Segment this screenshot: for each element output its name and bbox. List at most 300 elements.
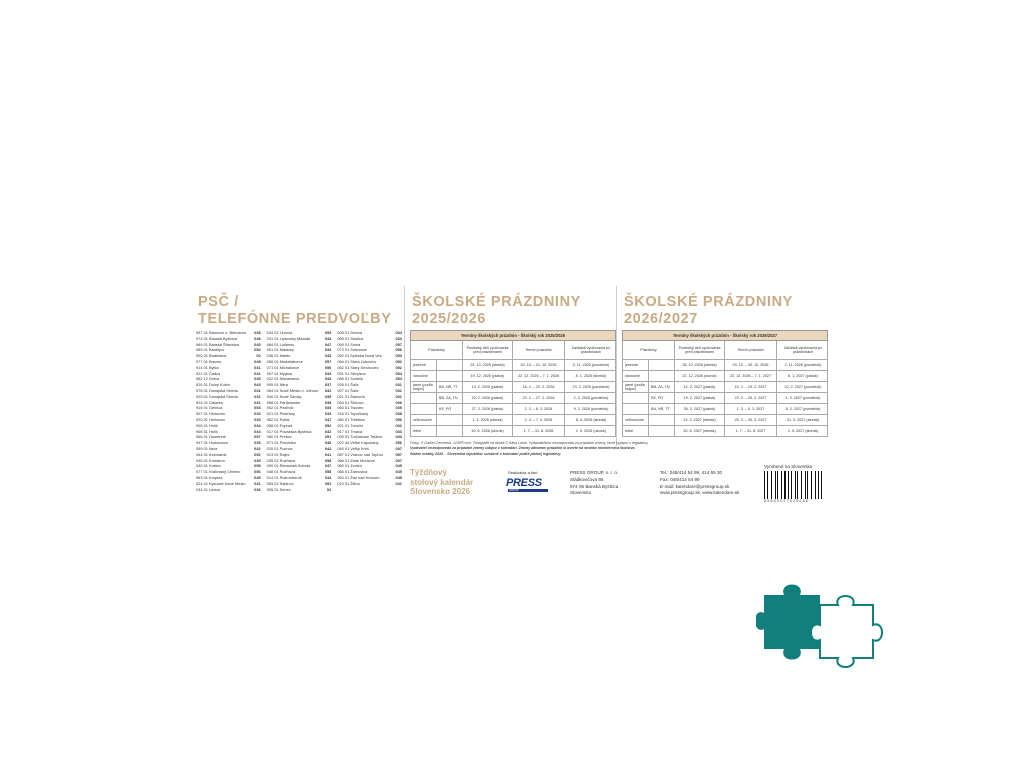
barcode-block [764, 464, 826, 506]
psc-column [267, 330, 332, 492]
table-cell: 30. 6. 2026 (utorok) [463, 426, 513, 436]
psc-town: 040 01 Košice [196, 463, 221, 469]
holidays-2025-title-line1: ŠKOLSKÉ PRÁZDNINY [412, 294, 581, 310]
psc-prefix: 044 [324, 335, 332, 341]
table-cell [649, 426, 675, 436]
table-cell: letné [411, 426, 437, 436]
table-cell: KE, PO [649, 393, 675, 403]
psc-town: 960 01 Zvolen [337, 463, 362, 469]
press-logo-text: PRESS [506, 477, 542, 489]
publisher-city: 974 05 Banská Bystrica [570, 483, 619, 489]
table-title: Termíny školských prázdnin - Školský rok 2026/2027 [622, 330, 828, 341]
barcode-bar [782, 471, 783, 499]
table-row [410, 426, 616, 437]
psc-prefix: 054 [395, 370, 402, 376]
table-cell: 22. 12. 2025 – 7. 1. 2026 [513, 371, 565, 381]
barcode-bar [799, 471, 801, 499]
footnote-line: Fotky: © Daniel Červenka, 123RF.com. Fotografie na titulke © Alina Lukin. Vydavateľstvo nezodpovedá za prípadné zmeny, ktoré vyplynú z legislatívy. [410, 441, 649, 445]
psc-row [337, 481, 402, 487]
holidays-2026-title-line2: 2026/2027 [624, 311, 698, 327]
table-cell: 1. 9. 2026 (utorok) [575, 429, 607, 433]
psc-town: 017 01 Považská Bystrica [266, 428, 312, 434]
psc-town: 929 01 Dunajská Streda [196, 393, 238, 399]
table-cell: 13. 2. 2026 (piatok) [463, 382, 513, 392]
table-cell: 16. 2. – 20. 2. 2026 [513, 382, 565, 392]
table-cell: 31. 3. 2027 (streda) [786, 418, 820, 422]
table-cell [649, 371, 675, 381]
publisher-email: E-mail: kalendare@pressgroup.sk [660, 483, 730, 489]
psc-town: 010 01 Žilina [337, 480, 360, 486]
psc-prefix: 056 [254, 469, 261, 475]
psc-prefix: 042 [254, 445, 261, 451]
psc-prefix: 035 [324, 393, 332, 399]
psc-town: 085 01 Bardejov [196, 347, 225, 353]
psc-column [337, 330, 402, 492]
psc-town: 080 01 Prešov [266, 434, 292, 440]
psc-town: 087 01 Vranov nad Topľou [337, 451, 383, 457]
table-cell: veľkonočné [411, 415, 437, 425]
barcode-bar [769, 471, 770, 499]
table-cell: BA, NR, TT [649, 404, 675, 414]
publisher-tel: Tel.: 048/414 54 99, 414 55 30 [660, 470, 723, 475]
psc-prefix: 034 [395, 335, 402, 341]
psc-town: 083 01 Sabinov [266, 480, 294, 486]
psc-town: 060 01 Tisovec [337, 405, 364, 411]
psc-town: 069 01 Skalica [337, 335, 363, 341]
psc-prefix: 045 [395, 463, 402, 469]
table-cell [437, 371, 463, 381]
psc-town: 905 01 Senica [337, 330, 363, 335]
table-cell: 26. 2. 2027 (piatok) [675, 404, 725, 414]
barcode-bar [772, 471, 774, 499]
psc-town: 073 01 Sobrance [337, 347, 367, 353]
psc-prefix: 034 [395, 330, 402, 335]
psc-town: 089 01 Svidník [337, 376, 364, 382]
psc-town: 062 01 Starý Smokovec [337, 364, 379, 370]
psc-prefix: 057 [395, 341, 402, 347]
table-cell: 1. 3. 2027 (pondelok) [785, 396, 821, 400]
table-cell: 22. 2. 2027 (pondelok) [784, 385, 822, 389]
table-cell [411, 393, 437, 403]
psc-prefix: 036 [395, 399, 402, 405]
table-row [622, 382, 828, 393]
table-cell: 20. 2. 2026 (piatok) [463, 393, 513, 403]
barcode-bar [784, 471, 786, 499]
psc-prefix: 056 [324, 364, 332, 370]
psc-town: 048 01 Rožňava [266, 469, 295, 475]
table-cell: 19. 2. 2027 (piatok) [675, 393, 725, 403]
barcode-bar [823, 471, 824, 499]
psc-prefix: 033 [254, 416, 261, 422]
table-cell [623, 404, 649, 414]
psc-town: 080 01 Trebišov [337, 416, 366, 422]
table-cell: 1. 4. 2026 (streda) [463, 415, 513, 425]
puzzle-pieces-icon [756, 575, 886, 673]
psc-prefix: 056 [395, 347, 402, 353]
psc-town: 022 01 Čadca [196, 370, 221, 376]
holidays-2026-title [624, 294, 793, 328]
psc-town: 907 01 Hlohovec [196, 411, 226, 417]
barcode-bar [791, 471, 792, 499]
psc-town: 920 01 Hlohovec [196, 416, 226, 422]
table-cell: 23. 2. 2026 (pondelok) [572, 385, 610, 389]
table-cell: KE, PO [437, 404, 463, 414]
psc-town: 077 01 Kráľovský Chlmec [196, 469, 241, 475]
table-header-cell: Prázdniny [411, 341, 463, 359]
psc-prefix: 035 [395, 405, 402, 411]
psc-prefix: 045 [395, 469, 402, 475]
table-cell: veľkonočné [623, 415, 649, 425]
table-cell: 8. 4. 2026 (streda) [575, 418, 607, 422]
table-cell [411, 404, 437, 414]
barcode-bar [807, 471, 808, 499]
table-header-cell: Začiatok vyučovania po prázdninách [783, 345, 823, 354]
psc-prefix: 047 [324, 416, 332, 422]
psc-prefix: 053 [395, 353, 402, 359]
psc-prefix: 045 [254, 341, 261, 347]
table-cell: 28. 10. 2026 (streda) [675, 360, 725, 370]
psc-prefix: 058 [324, 457, 332, 463]
psc-town: 065 01 Medzilaborce [266, 358, 303, 364]
table-row [410, 404, 616, 415]
psc-town: 908 51 Holíč [196, 428, 218, 434]
psc-prefix: 042 [324, 445, 332, 451]
product-name-line3: Slovensko 2026 [410, 487, 471, 496]
psc-prefix: 057 [254, 434, 261, 440]
table-header-row [410, 341, 616, 360]
table-title: Termíny školských prázdnin - Školský rok 2025/2026 [410, 330, 616, 341]
psc-town: 900 01 Bratislava [196, 353, 227, 359]
psc-town: 905 01 Holíč [196, 422, 218, 428]
psc-prefix: 035 [254, 440, 261, 446]
psc-prefix: 052 [395, 358, 402, 364]
psc-prefix: 031 [254, 399, 261, 405]
psc-town: 907 01 Myjava [266, 370, 292, 376]
psc-prefix: 034 [324, 347, 332, 353]
psc-town: 914 01 Bytča [196, 364, 219, 370]
psc-prefix: 042 [324, 428, 332, 434]
table-cell [649, 360, 675, 370]
publisher-street: Sládkovičova 86 [570, 476, 604, 482]
table-row [622, 404, 828, 415]
table-cell: 2. 4. – 7. 4. 2026 [513, 415, 565, 425]
divider [616, 286, 617, 446]
psc-prefix: 052 [254, 451, 261, 457]
psc-prefix: 02 [327, 486, 332, 492]
table-cell: 25. 3. – 30. 3. 2027 [725, 415, 777, 425]
psc-town: 905 01 Senec [266, 486, 291, 492]
psc-prefix: 02 [256, 353, 261, 359]
psc-town: 021 01 Šamorín [337, 393, 366, 399]
psc-prefix: 044 [324, 474, 332, 480]
psc-town: 940 01 Nové Zámky [266, 393, 302, 399]
psc-prefix: 033 [324, 405, 332, 411]
psc-prefix: 032 [324, 387, 332, 393]
calendar-back-page [196, 286, 828, 510]
psc-prefix: 031 [395, 382, 402, 388]
table-cell: 1. 9. 2027 (streda) [787, 429, 819, 433]
psc-prefix: 038 [324, 399, 332, 405]
psc-town: 958 01 Partizánske [266, 399, 300, 405]
puzzle-piece-outline [811, 596, 882, 667]
table-cell: 30. 6. 2027 (streda) [675, 426, 725, 436]
psc-prefix: 043 [324, 376, 332, 382]
table-cell: 24. 3. 2027 (streda) [675, 415, 725, 425]
psc-town: 977 01 Brezno [196, 358, 222, 364]
psc-prefix: 048 [254, 358, 261, 364]
psc-prefix: 047 [395, 445, 402, 451]
table-cell: BB, ZA, TN [437, 393, 463, 403]
psc-prefix: 053 [324, 330, 332, 335]
psc-title [198, 294, 391, 328]
footnote-line: Vydavateľ nezodpovedá za prípadné zmeny údajov v kalendári. Zmeny dátumov prázdnin si overte na stránke ministerstva školstva. [410, 446, 636, 451]
table-header-cell: Posledný deň vyučovania pred prázdninami [675, 341, 725, 359]
psc-town: 022 01 Námestovo [266, 376, 300, 382]
table-cell: 2. 3. – 6. 3. 2026 [513, 404, 565, 414]
footnotes [410, 441, 822, 457]
psc-town: 913 01 Rajec [266, 451, 290, 457]
psc-prefix: 055 [254, 463, 261, 469]
psc-town: 064 01 Kežmarok [196, 451, 227, 457]
table-cell: BA, NR, TT [437, 382, 463, 392]
psc-town: 066 01 Humenné [196, 434, 226, 440]
table-row [410, 382, 616, 393]
table-cell: 22. 12. 2026 (utorok) [675, 371, 725, 381]
psc-prefix: 035 [254, 457, 261, 463]
psc-prefix: 031 [254, 387, 261, 393]
table-row [622, 415, 828, 426]
psc-town: 957 01 Bánovce n. Bebravou [196, 330, 247, 335]
psc-prefix: 032 [395, 422, 402, 428]
psc-prefix: 037 [324, 382, 332, 388]
psc-title-line2: TELEFÓNNE PREDVOĽBY [198, 311, 392, 327]
table-cell: 1. 7. – 31. 8. 2027 [725, 426, 777, 436]
table-row [622, 371, 828, 382]
holidays-2025-title-line2: 2025/2026 [412, 311, 486, 327]
psc-town: 026 01 Dolný Kubín [196, 382, 231, 388]
table-cell [649, 415, 675, 425]
psc-prefix: 037 [395, 457, 402, 463]
psc-prefix: 041 [254, 480, 261, 486]
psc-prefix: 048 [254, 335, 261, 341]
psc-prefix: 041 [254, 370, 261, 376]
psc-town: 064 01 Stará Ľubovňa [337, 358, 376, 364]
psc-town: 039 01 Turčianske Teplice [337, 434, 383, 440]
table-row [410, 371, 616, 382]
psc-column [196, 330, 261, 492]
psc-prefix: 034 [254, 422, 261, 428]
psc-prefix: 057 [324, 358, 332, 364]
table-cell [437, 426, 463, 436]
press-logo-sub: GROUP [508, 489, 548, 492]
table-row [622, 360, 828, 371]
table-cell: 23. 12. 2026 – 7. 1. 2027 [725, 371, 777, 381]
psc-prefix: 045 [254, 474, 261, 480]
psc-town: 921 01 Piešťany [266, 411, 295, 417]
barcode-bar [777, 471, 778, 499]
table-cell: 22. 2. – 26. 2. 2027 [725, 393, 777, 403]
table-row [410, 415, 616, 426]
barcode-bar [793, 471, 794, 499]
barcode-number: 8 5 8 8 0 0 2 7 0 2 5 0 5 0 [764, 499, 809, 503]
psc-prefix: 034 [324, 370, 332, 376]
press-group-logo [506, 478, 552, 494]
psc-prefix: 054 [395, 376, 402, 382]
table-cell: 8. 3. 2027 (pondelok) [785, 407, 821, 411]
table-cell: 15. 2. – 19. 2. 2027 [725, 382, 777, 392]
publisher-name: PRESS GROUP, s. r. o. [570, 470, 619, 475]
psc-town: 924 01 Galanta [196, 399, 223, 405]
psc-prefix: 038 [254, 330, 261, 335]
table-cell: letné [623, 426, 649, 436]
psc-prefix: 043 [254, 382, 261, 388]
publisher-fax: Fax: 048/414 54 99 [660, 476, 700, 482]
psc-town: 962 12 Detva [196, 376, 220, 382]
made-in-label: Vyrobené na Slovensku [764, 464, 813, 469]
psc-town: 035 01 Rožňava [266, 457, 295, 463]
table-cell: jesenné [411, 360, 437, 370]
psc-town: 974 01 Banská Bystrica [196, 335, 237, 341]
realized-by-label: Realizácia a tlač: [508, 470, 539, 475]
product-name [410, 468, 473, 497]
psc-town: 036 01 Martin [266, 353, 291, 359]
psc-prefix: 047 [324, 463, 332, 469]
table-cell: 27. 2. 2026 (piatok) [463, 404, 513, 414]
psc-prefix: 041 [254, 364, 261, 370]
psc-town: 963 01 Žiar nad Hronom [337, 474, 380, 480]
table-cell: jarné (podľa krajov) [411, 382, 437, 392]
psc-town: 971 01 Prievidza [266, 440, 296, 446]
psc-town: 902 01 Pezinok [266, 405, 294, 411]
table-cell [437, 360, 463, 370]
table-header-cell: Posledný deň vyučovania pred prázdninami [463, 341, 513, 359]
psc-prefix: 033 [395, 428, 402, 434]
psc-prefix: 058 [324, 469, 332, 475]
psc-town: 917 01 Trnava [337, 428, 363, 434]
psc-town: 949 01 Nitra [266, 382, 288, 388]
psc-town: 034 01 Levice [196, 486, 221, 492]
psc-town: 962 01 Poltár [266, 416, 290, 422]
psc-town: 059 01 Ilava [196, 445, 218, 451]
table-cell: 8. 1. 2027 (piatok) [788, 374, 818, 378]
psc-prefix: 033 [324, 411, 332, 417]
product-name-line2: stolový kalendár [410, 477, 474, 487]
table-cell: 30. 10. – 31. 10. 2025 [513, 360, 565, 370]
psc-prefix: 045 [395, 474, 402, 480]
psc-prefix: 031 [395, 393, 402, 399]
table-cell: 9. 3. 2026 (pondelok) [573, 407, 609, 411]
psc-town: 947 01 Hurbanovo [196, 440, 229, 446]
psc-town: 926 01 Šaľa [337, 382, 359, 388]
footnote-line: Štátne sviatky 2026 – Slovenská republika: uvedené v kalendári podľa platnej legislatívy. [410, 451, 562, 456]
barcode-bar [811, 471, 813, 499]
table-cell: 29. 10. – 30. 10. 2026 [725, 360, 777, 370]
barcode-bar [801, 471, 802, 499]
table-cell: 12. 2. 2027 (piatok) [675, 382, 725, 392]
table-header-row [622, 341, 828, 360]
barcode-bar [764, 471, 765, 499]
table-row [622, 426, 828, 437]
table-row [410, 360, 616, 371]
publisher-country: Slovensko [570, 490, 592, 496]
psc-town: 969 01 Banská Štiavnica [196, 341, 239, 347]
table-cell: vianočné [411, 371, 437, 381]
psc-town: 916 01 Topoľčany [337, 411, 369, 417]
table-cell: jesenné [623, 360, 649, 370]
table-cell: 2. 3. 2026 (pondelok) [573, 396, 609, 400]
table-header-cell: Termín prázdnin [725, 341, 777, 359]
psc-town: 054 01 Štúrovo [337, 399, 364, 405]
table-header-cell: Termín prázdnin [513, 341, 565, 359]
psc-prefix: 057 [395, 451, 402, 457]
psc-prefix: 036 [254, 486, 261, 492]
psc-town: 069 01 Snina [337, 341, 361, 347]
psc-town: 984 01 Lučenec [266, 341, 295, 347]
psc-town: 071 01 Michalovce [266, 364, 300, 370]
psc-prefix: 052 [324, 422, 332, 428]
psc-prefix: 041 [324, 451, 332, 457]
table-cell: 8. 1. 2026 (štvrtok) [575, 374, 607, 378]
table-cell: 23. 2. – 27. 2. 2026 [513, 393, 565, 403]
psc-town: 921 01 Trenčín [337, 422, 364, 428]
table-cell: 3. 11. 2025 (pondelok) [572, 363, 610, 367]
publisher-footer [410, 464, 822, 510]
table-cell: 1. 7. – 31. 8. 2026 [513, 426, 565, 436]
psc-prefix: 052 [395, 364, 402, 370]
psc-town: 034 01 Levoča [266, 330, 293, 335]
psc-prefix: 047 [324, 341, 332, 347]
publisher-web: www.pressgroup.sk, www.kalendare.sk [660, 490, 740, 496]
table-row [622, 393, 828, 404]
psc-prefix: 031 [395, 387, 402, 393]
table-cell: jarné (podľa krajov) [623, 382, 649, 392]
psc-prefix: 041 [395, 480, 402, 486]
psc-prefix: 053 [254, 405, 261, 411]
psc-prefix: 043 [395, 434, 402, 440]
publisher-contact [660, 470, 739, 497]
psc-town: 024 01 Kysucké Nové Mesto [196, 480, 246, 486]
table-header-cell: Začiatok vyučovania po prázdninách [571, 345, 611, 354]
psc-prefix: 033 [254, 411, 261, 417]
table-cell: 2. 11. 2026 (pondelok) [784, 363, 822, 367]
table-cell: BB, ZA, TN [649, 382, 675, 392]
holidays-2025-table [410, 330, 616, 437]
psc-prefix: 034 [254, 428, 261, 434]
table-cell [437, 415, 463, 425]
table-cell: 19. 12. 2025 (piatok) [463, 371, 513, 381]
psc-town: 020 01 Púchov [266, 445, 293, 451]
psc-town: 966 01 Zlaté Moravce [337, 457, 375, 463]
psc-town: 978 01 Dunajská Streda [196, 387, 238, 393]
psc-town: 058 01 Poprad [266, 422, 293, 428]
psc-row [267, 487, 332, 493]
table-cell: 1. 3. – 5. 3. 2027 [725, 404, 777, 414]
psc-list [196, 330, 402, 490]
psc-town: 064 01 Nové Mesto n. Váhom [266, 387, 319, 393]
psc-prefix: 038 [395, 411, 402, 417]
psc-town: 066 01 Žarnovica [337, 469, 368, 475]
psc-prefix: 051 [324, 434, 332, 440]
psc-town: 045 01 Komárno [196, 457, 225, 463]
psc-town: 052 01 Spišská Nová Ves [337, 353, 382, 359]
psc-prefix: 043 [324, 353, 332, 359]
psc-prefix: 046 [324, 440, 332, 446]
barcode-bar [821, 471, 822, 499]
holidays-2025-title [412, 294, 581, 328]
psc-town: 901 01 Malacky [266, 347, 294, 353]
psc-prefix: 031 [254, 393, 261, 399]
psc-row [196, 487, 261, 493]
